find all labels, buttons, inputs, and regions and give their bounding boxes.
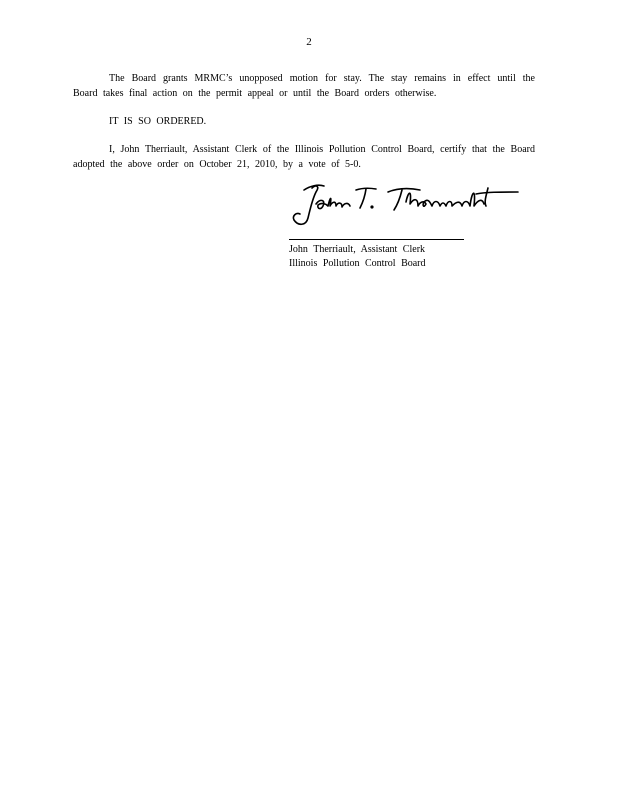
stay-paragraph [73,71,535,101]
stay-paragraph-text: The Board grants MRMC’s unopposed motion for stay. The stay remains in effect until the Board takes final action on the permit appeal or until the Board orders otherwise. [73,73,535,99]
page-number: 2 [306,36,312,48]
certification-paragraph [73,142,535,172]
ordered-text: IT IS SO ORDERED. [109,116,207,127]
signer-block [289,243,426,271]
ordered-paragraph [73,114,535,129]
signer-name-title: John Therriault, Assistant Clerk [289,244,426,255]
certification-text: I, John Therriault, Assistant Clerk of the Illinois Pollution Control Board, certify that the Board adopted the above order on October 21, 2010, by a vote of 5-0. [73,144,535,170]
handwritten-signature [290,180,530,230]
signer-organization: Illinois Pollution Control Board [289,258,426,269]
signature-line [289,239,464,240]
